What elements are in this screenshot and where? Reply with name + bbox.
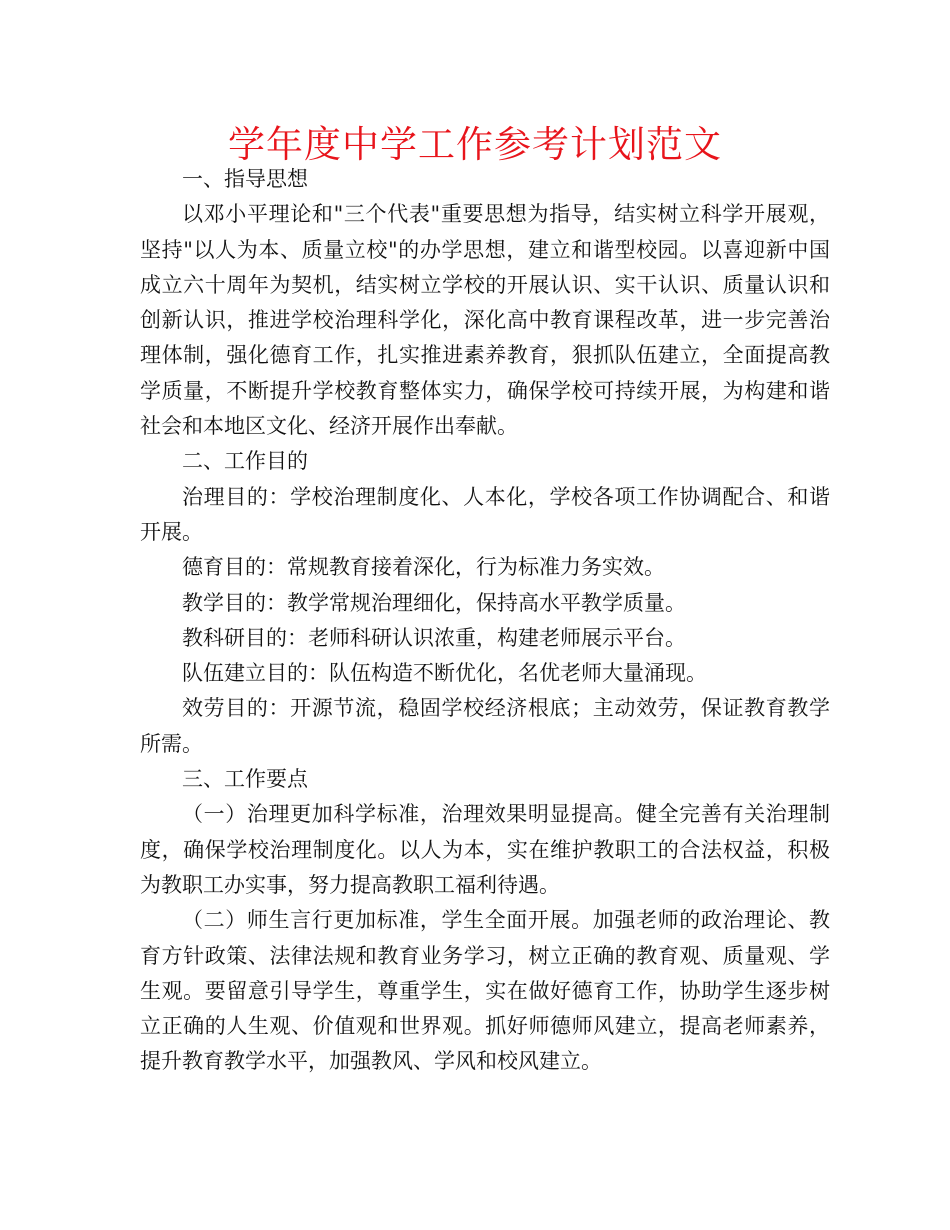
paragraph-teaching-goal: 教学目的：教学常规治理细化，保持高水平教学质量。 — [182, 590, 686, 615]
section-heading-2: 二、工作目的 — [182, 449, 308, 474]
paragraph-service-goal: 效劳目的：开源节流，稳固学校经济根底；主动效劳，保证教育教学所需。 — [140, 696, 830, 756]
document-body — [140, 162, 830, 1080]
paragraph-moral-goal: 德育目的：常规教育接着深化，行为标准力务实效。 — [182, 555, 665, 580]
paragraph-guiding-thought: 以邓小平理论和"三个代表"重要思想为指导，结实树立科学开展观，坚持"以人为本、质量立校"的办学思想，建立和谐型校园。以喜迎新中国成立六十周年为契机，结实树立学校的开展认识、实干认识、质量认识和创新认识，推进学校治理科学化，深化高中教育课程改革，进一步完善治理体制，强化德育工作，扎实推进素养教育，狠抓队伍建立，全面提高教学质量，不断提升学校教育整体实力，确保学校可持续开展，为构建和谐社会和本地区文化、经济开展作出奉献。 — [140, 202, 830, 439]
section-heading-1: 一、指导思想 — [182, 167, 308, 191]
paragraph-research-goal: 教科研目的：老师科研认识浓重，构建老师展示平台。 — [182, 625, 686, 650]
paragraph-point-2: （二）师生言行更加标准，学生全面开展。加强老师的政治理论、教育方针政策、法律法规和教育业务学习，树立正确的教育观、质量观、学生观。要留意引导学生，尊重学生，实在做好德育工作，协助学生逐步树立正确的人生观、价值观和世界观。抓好师德师风建立，提高老师素养，提升教育教学水平，加强教风、学风和校风建立。 — [140, 908, 830, 1074]
paragraph-team-goal: 队伍建立目的：队伍构造不断优化，名优老师大量涌现。 — [182, 661, 707, 686]
document-title: 学年度中学工作参考计划范文 — [228, 123, 722, 166]
paragraph-management-goal: 治理目的：学校治理制度化、人本化，学校各项工作协调配合、和谐开展。 — [140, 484, 830, 544]
paragraph-point-1: （一）治理更加科学标准，治理效果明显提高。健全完善有关治理制度，确保学校治理制度化。以人为本，实在维护教职工的合法权益，积极为教职工办实事，努力提高教职工福利待遇。 — [140, 802, 830, 897]
section-heading-3: 三、工作要点 — [182, 767, 308, 792]
